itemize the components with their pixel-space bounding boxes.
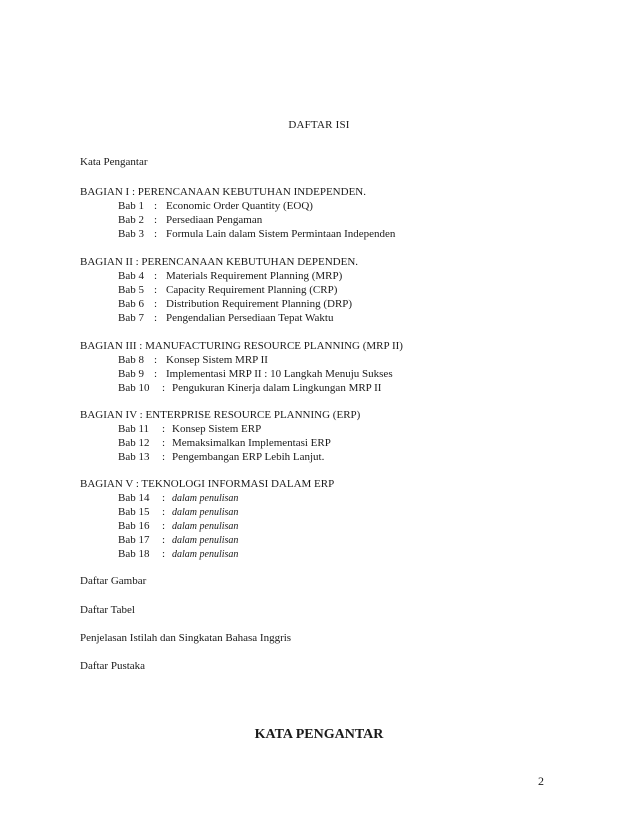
chapter-title: dalam penulisan: [172, 549, 239, 560]
toc-chapter: [118, 533, 238, 548]
toc-chapter: [118, 297, 352, 311]
chapter-number: Bab 12: [118, 437, 150, 449]
chapter-number: Bab 1: [118, 200, 144, 212]
chapter-title: Persediaan Pengaman: [166, 214, 263, 226]
chapter-separator: :: [162, 437, 166, 449]
chapter-title: Capacity Requirement Planning (CRP): [166, 284, 338, 296]
chapter-separator: :: [162, 382, 166, 394]
chapter-title: Formula Lain dalam Sistem Permintaan Independen: [166, 228, 396, 240]
toc-chapter: [118, 269, 342, 283]
chapter-number: Bab 15: [118, 506, 150, 518]
chapter-number: Bab 3: [118, 228, 144, 240]
toc-title: DAFTAR ISI: [288, 119, 350, 131]
chapter-title: dalam penulisan: [172, 535, 239, 546]
chapter-number: Bab 17: [118, 534, 150, 546]
chapter-title: Konsep Sistem ERP: [172, 423, 262, 435]
chapter-number: Bab 2: [118, 214, 144, 226]
chapter-number: Bab 8: [118, 354, 144, 366]
chapter-title: dalam penulisan: [172, 521, 239, 532]
chapter-title: Implementasi MRP II : 10 Langkah Menuju Sukses: [166, 368, 393, 380]
chapter-title: Pengendalian Persediaan Tepat Waktu: [166, 312, 334, 324]
chapter-number: Bab 5: [118, 284, 144, 296]
section-title: KATA PENGANTAR: [254, 727, 384, 742]
chapter-number: Bab 13: [118, 451, 150, 463]
toc-chapter: [118, 505, 238, 520]
chapter-separator: :: [162, 506, 166, 518]
chapter-separator: :: [154, 270, 158, 282]
chapter-separator: :: [154, 368, 158, 380]
chapter-title: dalam penulisan: [172, 507, 239, 518]
chapter-number: Bab 7: [118, 312, 144, 324]
toc-chapter: [118, 311, 333, 325]
toc-chapter: [118, 199, 313, 213]
chapter-separator: :: [162, 520, 166, 532]
toc-chapter: [118, 436, 331, 450]
toc-chapter: [118, 353, 268, 367]
chapter-number: Bab 6: [118, 298, 144, 310]
toc-chapter: [118, 450, 324, 464]
chapter-title: Pengembangan ERP Lebih Lanjut.: [172, 451, 325, 463]
toc-chapter: [118, 422, 261, 436]
page-number: 2: [538, 774, 544, 788]
toc-entry-daftar-tabel: Daftar Tabel: [80, 604, 135, 616]
toc-chapter: [118, 227, 395, 241]
chapter-separator: :: [154, 228, 158, 240]
toc-part-heading: BAGIAN IV : ENTERPRISE RESOURCE PLANNING (ERP): [80, 409, 361, 421]
chapter-separator: :: [154, 284, 158, 296]
toc-part-heading: BAGIAN V : TEKNOLOGI INFORMASI DALAM ERP: [80, 478, 335, 490]
chapter-separator: :: [162, 423, 166, 435]
toc-entry-daftar-gambar: Daftar Gambar: [80, 575, 147, 587]
chapter-number: Bab 16: [118, 520, 150, 532]
chapter-number: Bab 11: [118, 423, 150, 435]
toc-chapter: [118, 519, 238, 534]
chapter-separator: :: [162, 548, 166, 560]
toc-chapter: [118, 367, 393, 381]
chapter-title: dalam penulisan: [172, 493, 239, 504]
toc-chapter: [118, 213, 262, 227]
chapter-number: Bab 14: [118, 492, 150, 504]
chapter-title: Distribution Requirement Planning (DRP): [166, 298, 353, 310]
toc-entry-penjelasan-istilah: Penjelasan Istilah dan Singkatan Bahasa Inggris: [80, 632, 292, 644]
chapter-title: Konsep Sistem MRP II: [166, 354, 268, 366]
chapter-separator: :: [162, 492, 166, 504]
chapter-title: Economic Order Quantity (EOQ): [166, 200, 313, 212]
chapter-title: Memaksimalkan Implementasi ERP: [172, 437, 331, 449]
chapter-number: Bab 18: [118, 548, 150, 560]
chapter-separator: :: [162, 451, 166, 463]
toc-chapter: [118, 381, 381, 395]
chapter-separator: :: [154, 354, 158, 366]
toc-chapter: [118, 547, 238, 562]
chapter-separator: :: [162, 534, 166, 546]
toc-chapter: [118, 491, 238, 506]
chapter-number: Bab 10: [118, 382, 150, 394]
toc-part-heading: BAGIAN II : PERENCANAAN KEBUTUHAN DEPENDEN.: [80, 256, 359, 268]
chapter-separator: :: [154, 200, 158, 212]
toc-part-heading: BAGIAN I : PERENCANAAN KEBUTUHAN INDEPENDEN.: [80, 186, 366, 198]
chapter-separator: :: [154, 298, 158, 310]
toc-entry-kata-pengantar: Kata Pengantar: [80, 156, 148, 168]
chapter-title: Pengukuran Kinerja dalam Lingkungan MRP II: [172, 382, 382, 394]
chapter-number: Bab 4: [118, 270, 144, 282]
chapter-separator: :: [154, 312, 158, 324]
chapter-number: Bab 9: [118, 368, 144, 380]
toc-entry-daftar-pustaka: Daftar Pustaka: [80, 660, 146, 672]
chapter-separator: :: [154, 214, 158, 226]
chapter-title: Materials Requirement Planning (MRP): [166, 270, 343, 282]
toc-chapter: [118, 283, 337, 297]
toc-part-heading: BAGIAN III : MANUFACTURING RESOURCE PLANNING (MRP II): [80, 340, 403, 352]
